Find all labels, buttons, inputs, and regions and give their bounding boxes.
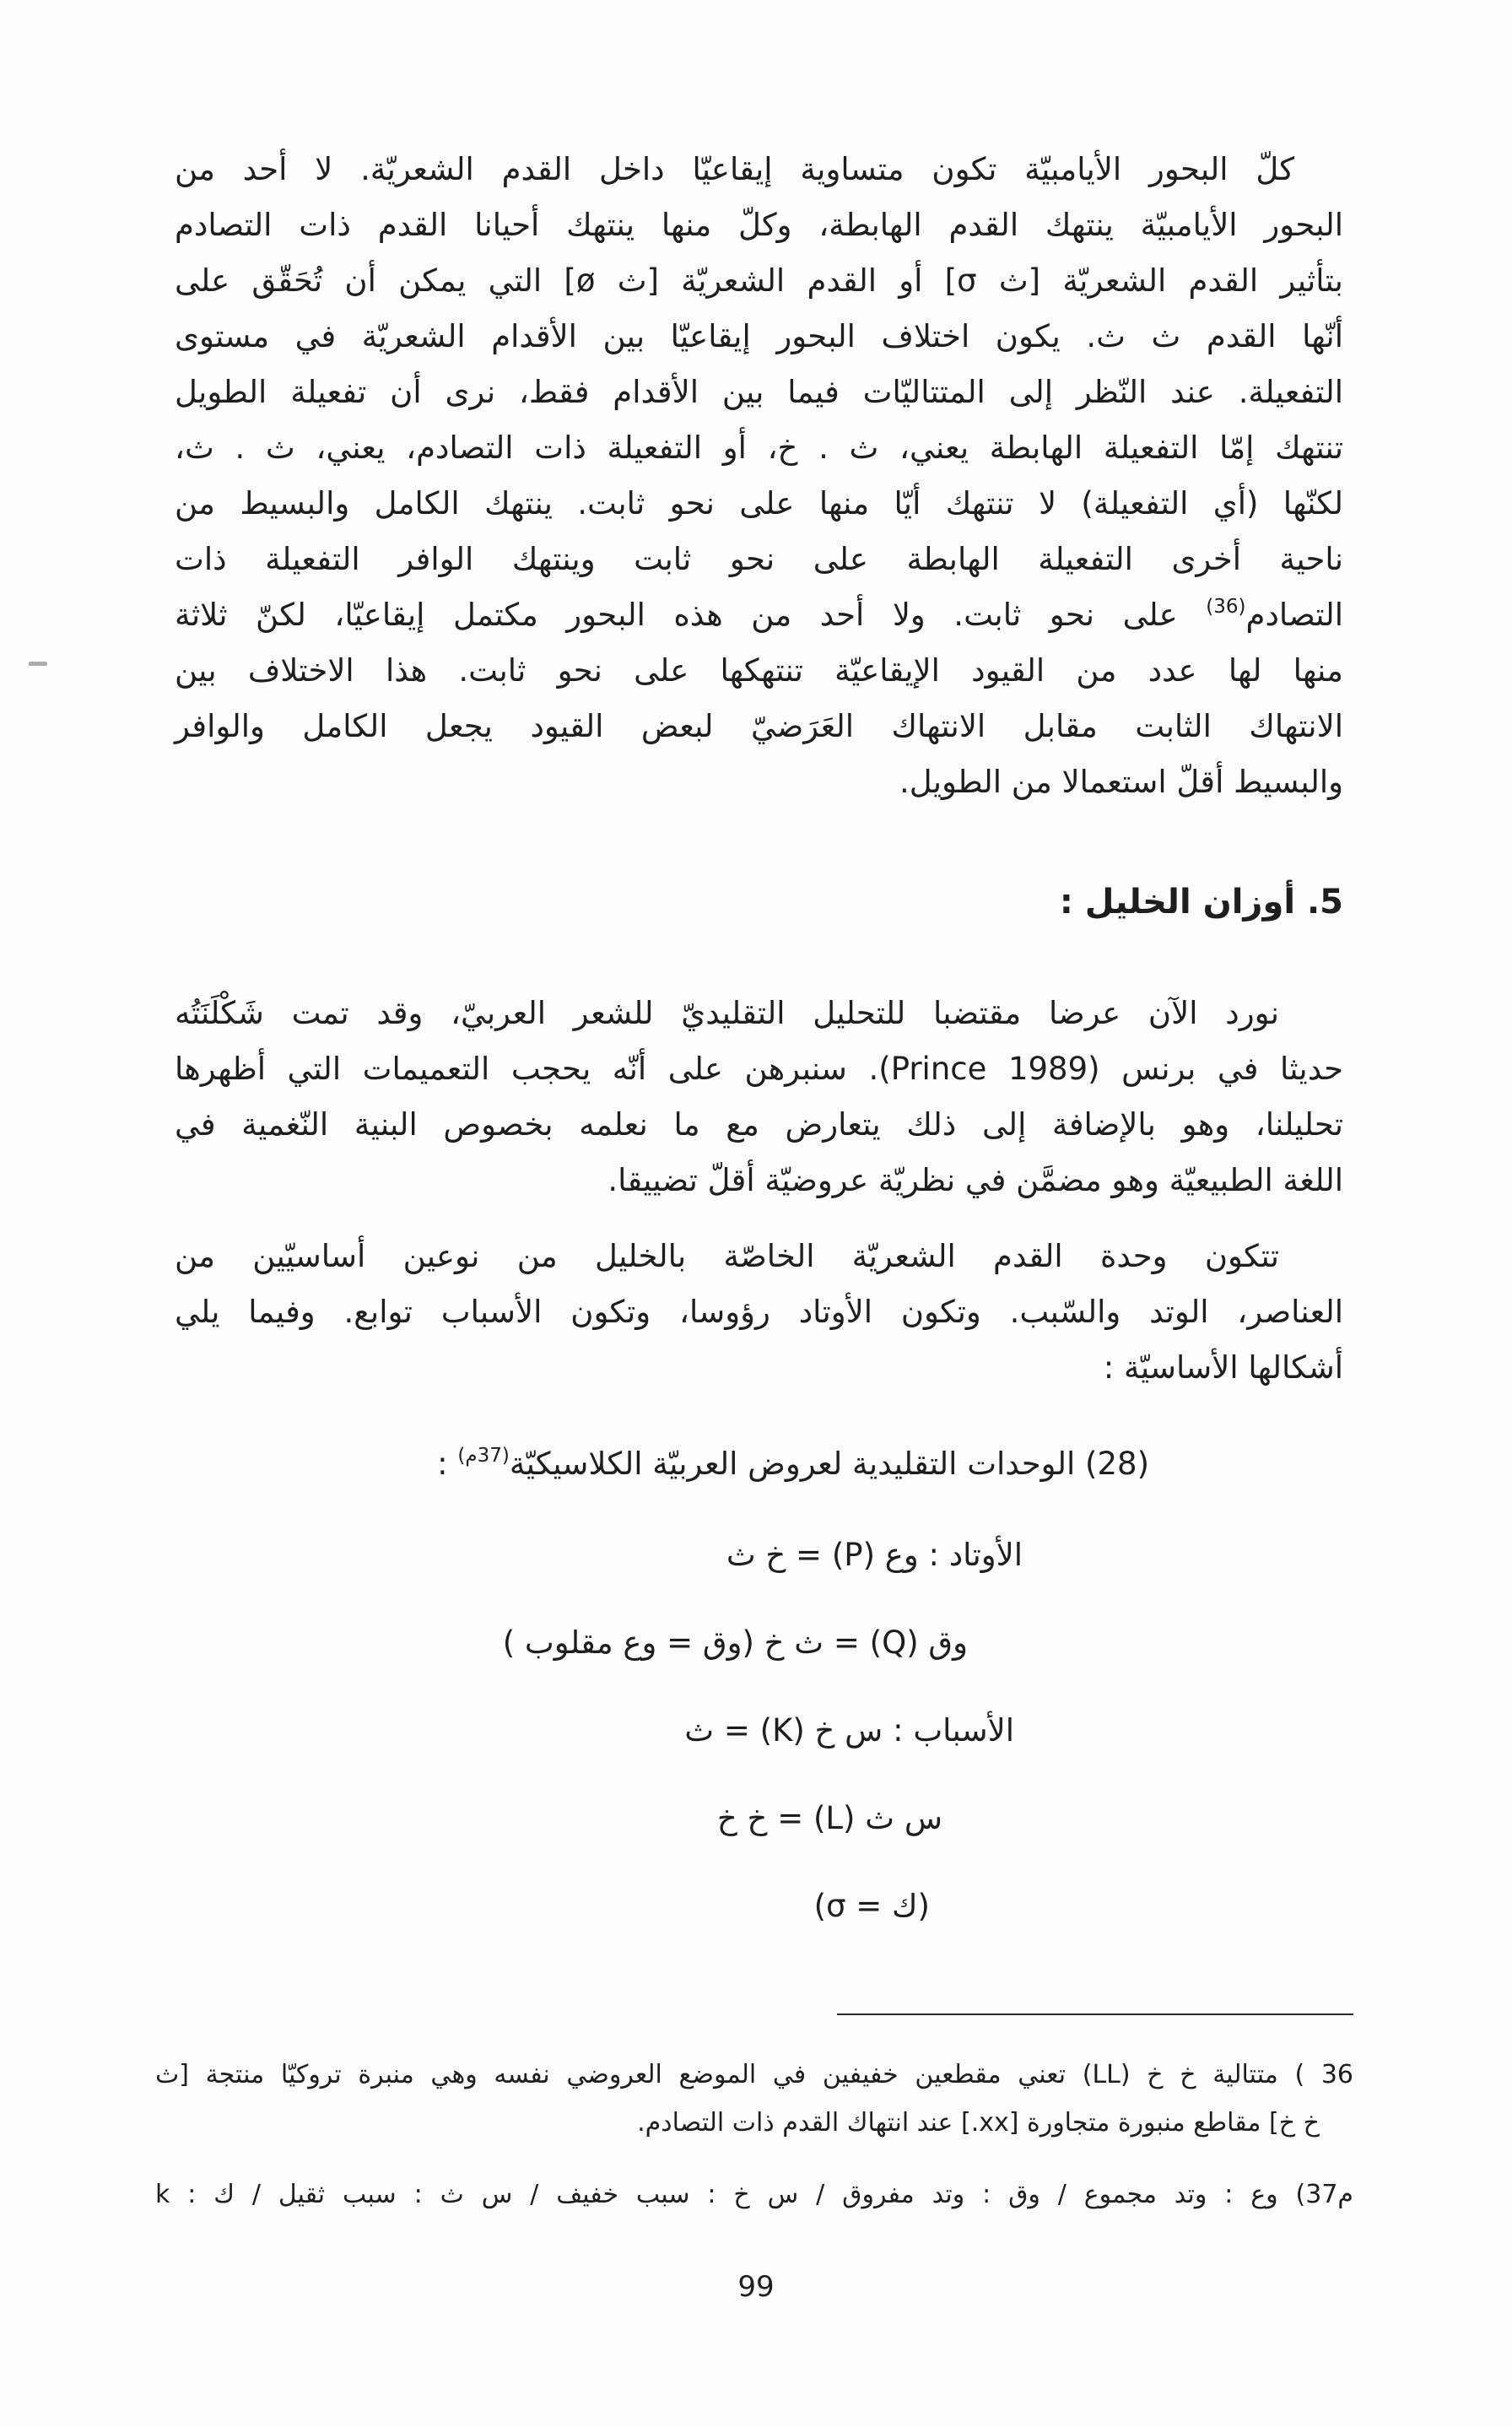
paragraph-2: [175, 986, 1343, 1208]
formula-block: [175, 1527, 1343, 1934]
text-run: (28) الوحدات التقليدية لعروض العربيّة الكلاسيكيّة: [509, 1446, 1149, 1482]
text-line: كلّ البحور الأيامبيّة تكون متساوية إيقاعيّا داخل القدم الشعريّة. لا أحد من: [175, 151, 1294, 187]
text-line: حديثا في برنس (Prince 1989). سنبرهن على أنّه يحجب التعميمات التي أظهرها: [175, 1051, 1343, 1087]
paragraph-1: [175, 142, 1343, 810]
text-line: تنتهك إمّا التفعيلة الهابطة يعني، ث . خ، أو التفعيلة ذات التصادم، يعني، ث . ث،: [175, 430, 1343, 466]
text-line: لكنّها (أي التفعيلة) لا تنتهك أيّا منها على نحو ثابت. ينتهك الكامل والبسيط من: [175, 485, 1343, 522]
text-line: أنّها القدم ث ث. يكون اختلاف البحور إيقاعيّا بين الأقدام الشعريّة في مستوى: [175, 318, 1343, 354]
text-run: التصادم: [1245, 597, 1343, 633]
numbered-item-28: [175, 1436, 1343, 1492]
text-line: [175, 587, 1343, 643]
footnote-line: م37) وع : وتد مجموع / وق : وتد مفروق / س خ : سبب خفيف / س ث : سبب ثقيل / ك : k: [155, 2180, 1353, 2209]
footnote-line: 36 ) متتالية خ خ (LL) تعني مقطعين خفيفين في الموضع العروضي نفسه وهي منبرة تروكيّا منتجة [ث: [155, 2060, 1353, 2089]
paragraph-3: [175, 1229, 1343, 1396]
text-line: تتكون وحدة القدم الشعريّة الخاصّة بالخليل من نوعين أساسيّين من: [175, 1238, 1279, 1274]
main-text-column: [175, 142, 1343, 1966]
formula-q: وق (Q) = ث خ (وق = وع مقلوب ): [502, 1624, 968, 1661]
text-line: ناحية أخرى التفعيلة الهابطة على نحو ثابت وينتهك الوافر التفعيلة ذات: [175, 541, 1343, 577]
text-line: العناصر، الوتد والسّبب. وتكون الأوتاد رؤوسا، وتكون الأسباب توابع. وفيما يلي: [175, 1294, 1343, 1330]
section-heading: 5. أوزان الخليل :: [1059, 883, 1343, 922]
scan-artifact: [29, 662, 47, 666]
formula-awtad-p: الأوتاد : وع (P) = خ ث: [726, 1537, 1023, 1573]
footnote-ref-37: (37م): [457, 1445, 510, 1467]
text-run: على نحو ثابت. ولا أحد من هذه البحور مكتمل إيقاعيّا، لكنّ ثلاثة: [175, 597, 1207, 633]
text-line: بتأثير القدم الشعريّة [ث σ] أو القدم الشعريّة [ث ø] التي يمكن أن تُحَقّق على: [175, 262, 1343, 299]
footnote-area: [155, 2013, 1353, 2219]
text-run: :: [437, 1446, 458, 1482]
text-line: نورد الآن عرضا مقتضبا للتحليل التقليديّ للشعر العربيّ، وقد تمت شَكْلَنَتُه: [175, 995, 1279, 1031]
footnote-36: [155, 2051, 1353, 2147]
text-line: والبسيط أقلّ استعمالا من الطويل.: [899, 764, 1343, 800]
text-line: التفعيلة. عند النّظر إلى المتتاليّات فيما بين الأقدام فقط، نرى أن تفعيلة الطويل: [175, 374, 1343, 410]
text-line: البحور الأيامبيّة ينتهك القدم الهابطة، وكلّ منها ينتهك أحيانا القدم ذات التصادم: [175, 207, 1343, 243]
footnote-37: [155, 2170, 1353, 2219]
formula-sigma: (ك = σ): [813, 1888, 930, 1924]
text-line: أشكالها الأساسيّة :: [1103, 1349, 1343, 1386]
formula-asbab-k: الأسباب : س خ (K) = ث: [684, 1712, 1014, 1749]
text-line: الانتهاك الثابت مقابل الانتهاك العَرَضيّ لبعض القيود يجعل الكامل والوافر: [175, 708, 1343, 744]
text-line: اللغة الطبيعيّة وهو مضمَّن في نظريّة عروضيّة أقلّ تضييقا.: [608, 1162, 1343, 1198]
footnote-separator: [837, 2013, 1353, 2015]
text-line: منها لها عدد من القيود الإيقاعيّة تنتهكها على نحو ثابت. هذا الاختلاف بين: [175, 652, 1343, 689]
formula-l: س ث (L) = خ خ: [716, 1800, 942, 1836]
footnote-line: خ خ] مقاطع منبورة متجاورة [xx.] عند انتهاك القدم ذات التصادم.: [637, 2108, 1320, 2138]
page-number: 99: [737, 2270, 775, 2304]
text-line: تحليلنا، وهو بالإضافة إلى ذلك يتعارض مع ما نعلمه بخصوص البنية النّغمية في: [175, 1106, 1343, 1143]
footnote-ref-36: (36): [1206, 596, 1246, 618]
